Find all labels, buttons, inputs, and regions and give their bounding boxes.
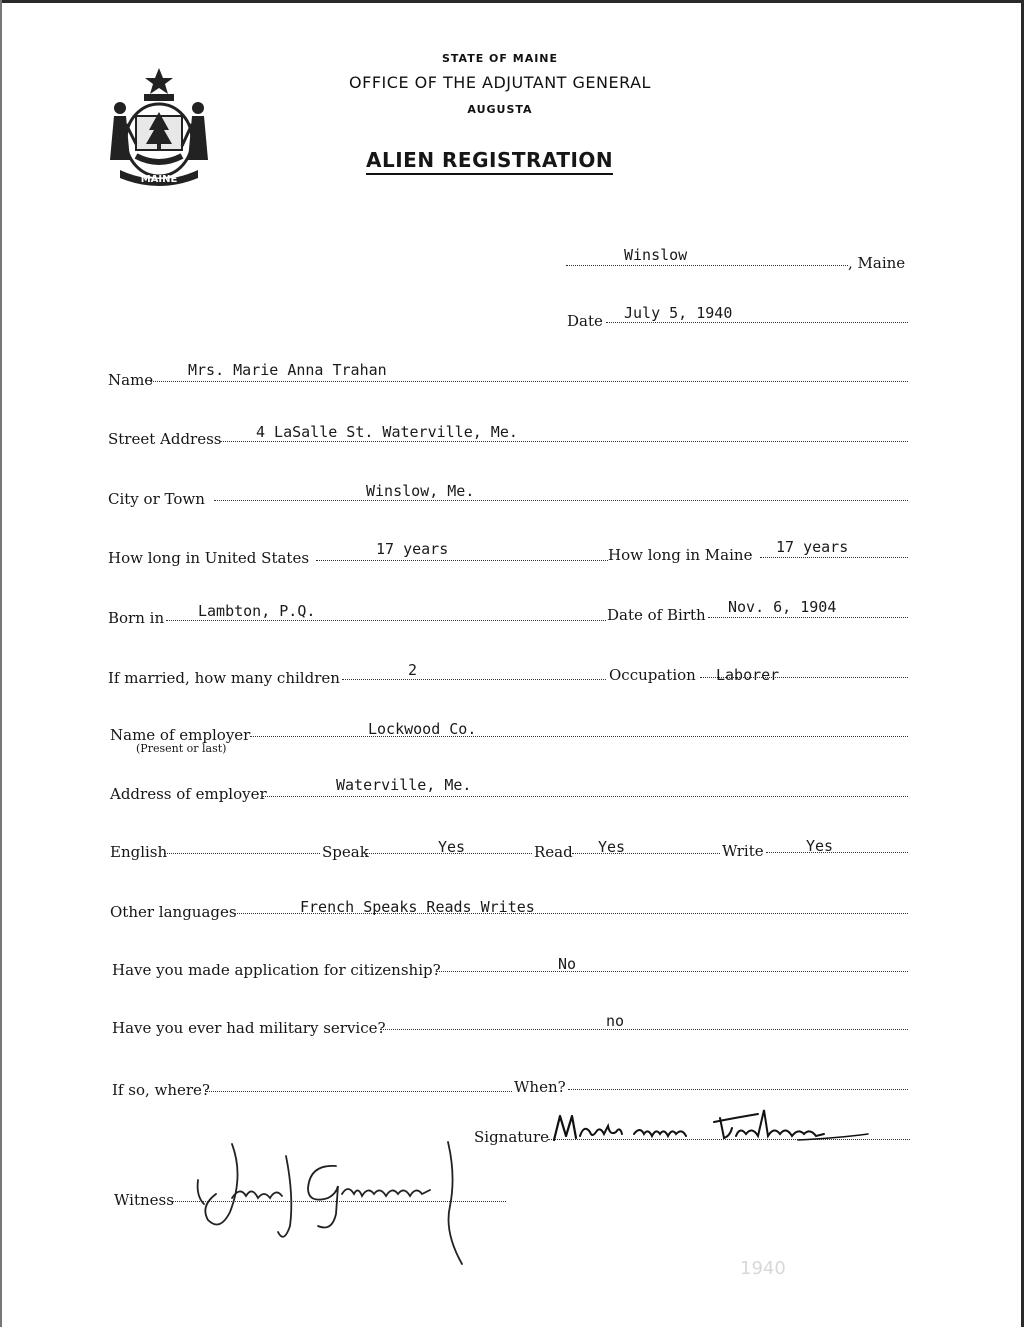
- citizenship-value: No: [558, 955, 577, 973]
- employer-line: [250, 736, 908, 737]
- town-value: Winslow: [624, 246, 688, 264]
- form-title: ALIEN REGISTRATION: [366, 148, 613, 175]
- employer-label: Name of employer: [110, 726, 251, 744]
- born-in-label: Born in: [108, 609, 165, 627]
- city-label: City or Town: [108, 490, 205, 508]
- street-address-label: Street Address: [108, 430, 222, 448]
- name-line: [150, 381, 908, 382]
- page-border-left: [0, 0, 2, 1327]
- street-address-value: 4 LaSalle St. Waterville, Me.: [256, 423, 518, 441]
- employer-sublabel: (Present or last): [136, 742, 227, 755]
- citizenship-line: [436, 971, 908, 972]
- city-line: [214, 500, 908, 501]
- military-line: [380, 1029, 908, 1030]
- children-line: [342, 679, 606, 680]
- children-value: 2: [408, 661, 418, 679]
- english-label: English: [110, 843, 168, 861]
- read-line: [572, 853, 720, 854]
- date-line: [606, 322, 908, 323]
- occupation-value: Laborer: [716, 666, 780, 684]
- town-line: [566, 265, 848, 266]
- children-label: If married, how many children: [108, 669, 340, 687]
- where-label: If so, where?: [112, 1081, 210, 1099]
- english-line: [164, 853, 320, 854]
- military-value: no: [606, 1012, 625, 1030]
- seal-banner-text: MAINE: [140, 174, 178, 185]
- witness-signature-handwriting: [186, 1136, 486, 1276]
- when-label: When?: [514, 1078, 566, 1096]
- write-label: Write: [722, 842, 764, 860]
- page-border-top: [0, 0, 1024, 3]
- dob-value: Nov. 6, 1904: [728, 598, 837, 616]
- name-label: Name: [108, 371, 154, 389]
- witness-label: Witness: [114, 1191, 174, 1209]
- dob-label: Date of Birth: [607, 606, 706, 624]
- read-label: Read: [534, 843, 573, 861]
- speak-value: Yes: [438, 838, 466, 856]
- employer-value: Lockwood Co.: [368, 720, 477, 738]
- state-label: , Maine: [848, 254, 906, 272]
- city-value: Winslow, Me.: [366, 482, 475, 500]
- read-value: Yes: [598, 838, 626, 856]
- employer-address-value: Waterville, Me.: [336, 776, 472, 794]
- citizenship-label: Have you made application for citizenship?: [112, 961, 441, 979]
- employer-address-label: Address of employer: [110, 785, 267, 803]
- received-stamp-year: 1940: [740, 1258, 786, 1279]
- header-office: OFFICE OF THE ADJUTANT GENERAL: [349, 73, 651, 92]
- header-city: AUGUSTA: [467, 103, 533, 116]
- where-line: [206, 1091, 512, 1092]
- other-languages-value: French Speaks Reads Writes: [300, 898, 535, 916]
- us-duration-line: [316, 560, 608, 561]
- maine-duration-line: [760, 557, 908, 558]
- name-value: Mrs. Marie Anna Trahan: [188, 361, 387, 379]
- military-label: Have you ever had military service?: [112, 1019, 386, 1037]
- signature-label: Signature: [474, 1128, 550, 1146]
- write-value: Yes: [806, 837, 834, 855]
- dob-line: [708, 617, 908, 618]
- us-duration-value: 17 years: [376, 540, 449, 558]
- born-in-line: [166, 620, 606, 621]
- date-label: Date: [567, 312, 603, 330]
- maine-duration-value: 17 years: [776, 538, 849, 556]
- header-state: STATE OF MAINE: [441, 52, 559, 65]
- street-address-line: [220, 441, 908, 442]
- write-line: [766, 852, 908, 853]
- born-in-value: Lambton, P.Q.: [198, 602, 316, 620]
- employer-address-line: [262, 796, 908, 797]
- when-line: [568, 1089, 908, 1090]
- us-duration-label: How long in United States: [108, 549, 310, 567]
- other-languages-label: Other languages: [110, 903, 237, 921]
- maine-duration-label: How long in Maine: [608, 546, 753, 564]
- date-value: July 5, 1940: [624, 304, 733, 322]
- occupation-label: Occupation: [609, 666, 696, 684]
- speak-label: Speak: [322, 843, 369, 861]
- signature-handwriting: [548, 1106, 878, 1150]
